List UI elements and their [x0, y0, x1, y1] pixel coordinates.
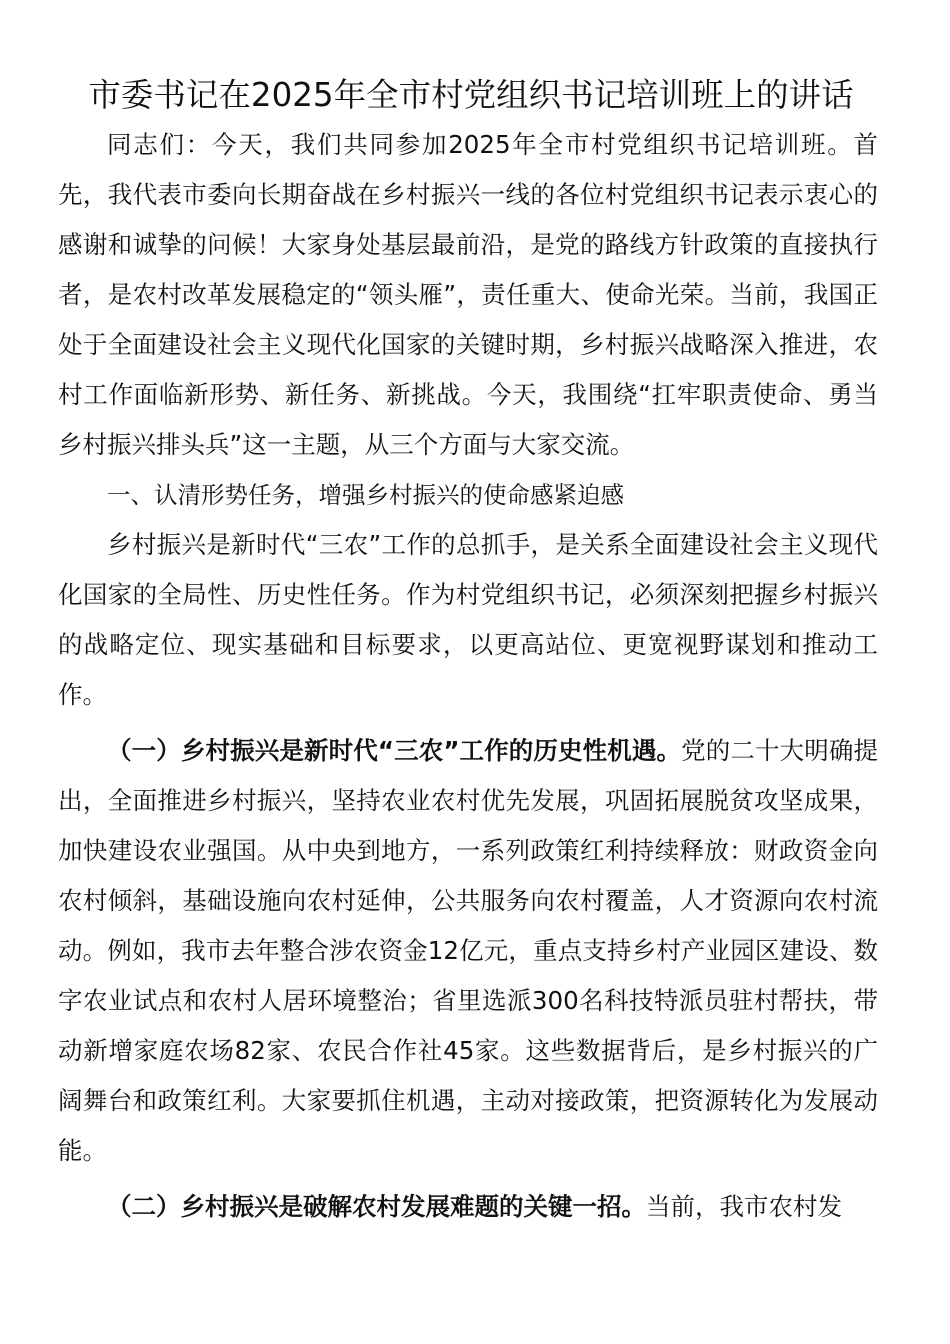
subsection-2-heading: （二）乡村振兴是破解农村发展难题的关键一招。 — [107, 1192, 646, 1221]
section-1-paragraph: 乡村振兴是新时代“三农”工作的总抓手，是关系全面建设社会主义现代化国家的全局性、历史性任务。作为村党组织书记，必须深刻把握乡村振兴的战略定位、现实基础和目标要求，以更高站位、更宽视野谋划和推动工作。 — [58, 530, 878, 709]
intro-paragraph: 同志们：今天，我们共同参加2025年全市村党组织书记培训班。首先，我代表市委向长期奋战在乡村振兴一线的各位村党组织书记表示衷心的感谢和诚挚的问候！大家身处基层最前沿，是党的路线方针政策的直接执行者，是农村改革发展稳定的“领头雁”，责任重大、使命光荣。当前，我国正处于全面建设社会主义现代化国家的关键时期，乡村振兴战略深入推进，农村工作面临新形势、新任务、新挑战。今天，我围绕“扛牢职责使命、勇当乡村振兴排头兵”这一主题，从三个方面与大家交流。 — [58, 130, 878, 459]
subsection-1-body: 党的二十大明确提出，全面推进乡村振兴，坚持农业农村优先发展，巩固拓展脱贫攻坚成果，加快建设农业强国。从中央到地方，一系列政策红利持续释放：财政资金向农村倾斜，基础设施向农村延伸，公共服务向农村覆盖，人才资源向农村流动。例如，我市去年整合涉农资金12亿元，重点支持乡村产业园区建设、数字农业试点和农村人居环境整治；省里选派300名科技特派员驻村帮扶，带动新增家庭农场82家、农民合作社45家。这些数据背后，是乡村振兴的广阔舞台和政策红利。大家要抓住机遇，主动对接政策，把资源转化为发展动能。 — [58, 736, 879, 1165]
subsection-2-body: 当前，我市农村发 — [646, 1192, 842, 1221]
subsection-2-paragraph — [58, 1182, 878, 1232]
subsection-1-heading: （一）乡村振兴是新时代“三农”工作的历史性机遇。 — [107, 736, 682, 765]
subsection-1-paragraph — [58, 726, 878, 1176]
section-1-heading: 一、认清形势任务，增强乡村振兴的使命感紧迫感 — [107, 481, 624, 509]
document-title: 市委书记在2025年全市村党组织书记培训班上的讲话 — [88, 76, 854, 114]
